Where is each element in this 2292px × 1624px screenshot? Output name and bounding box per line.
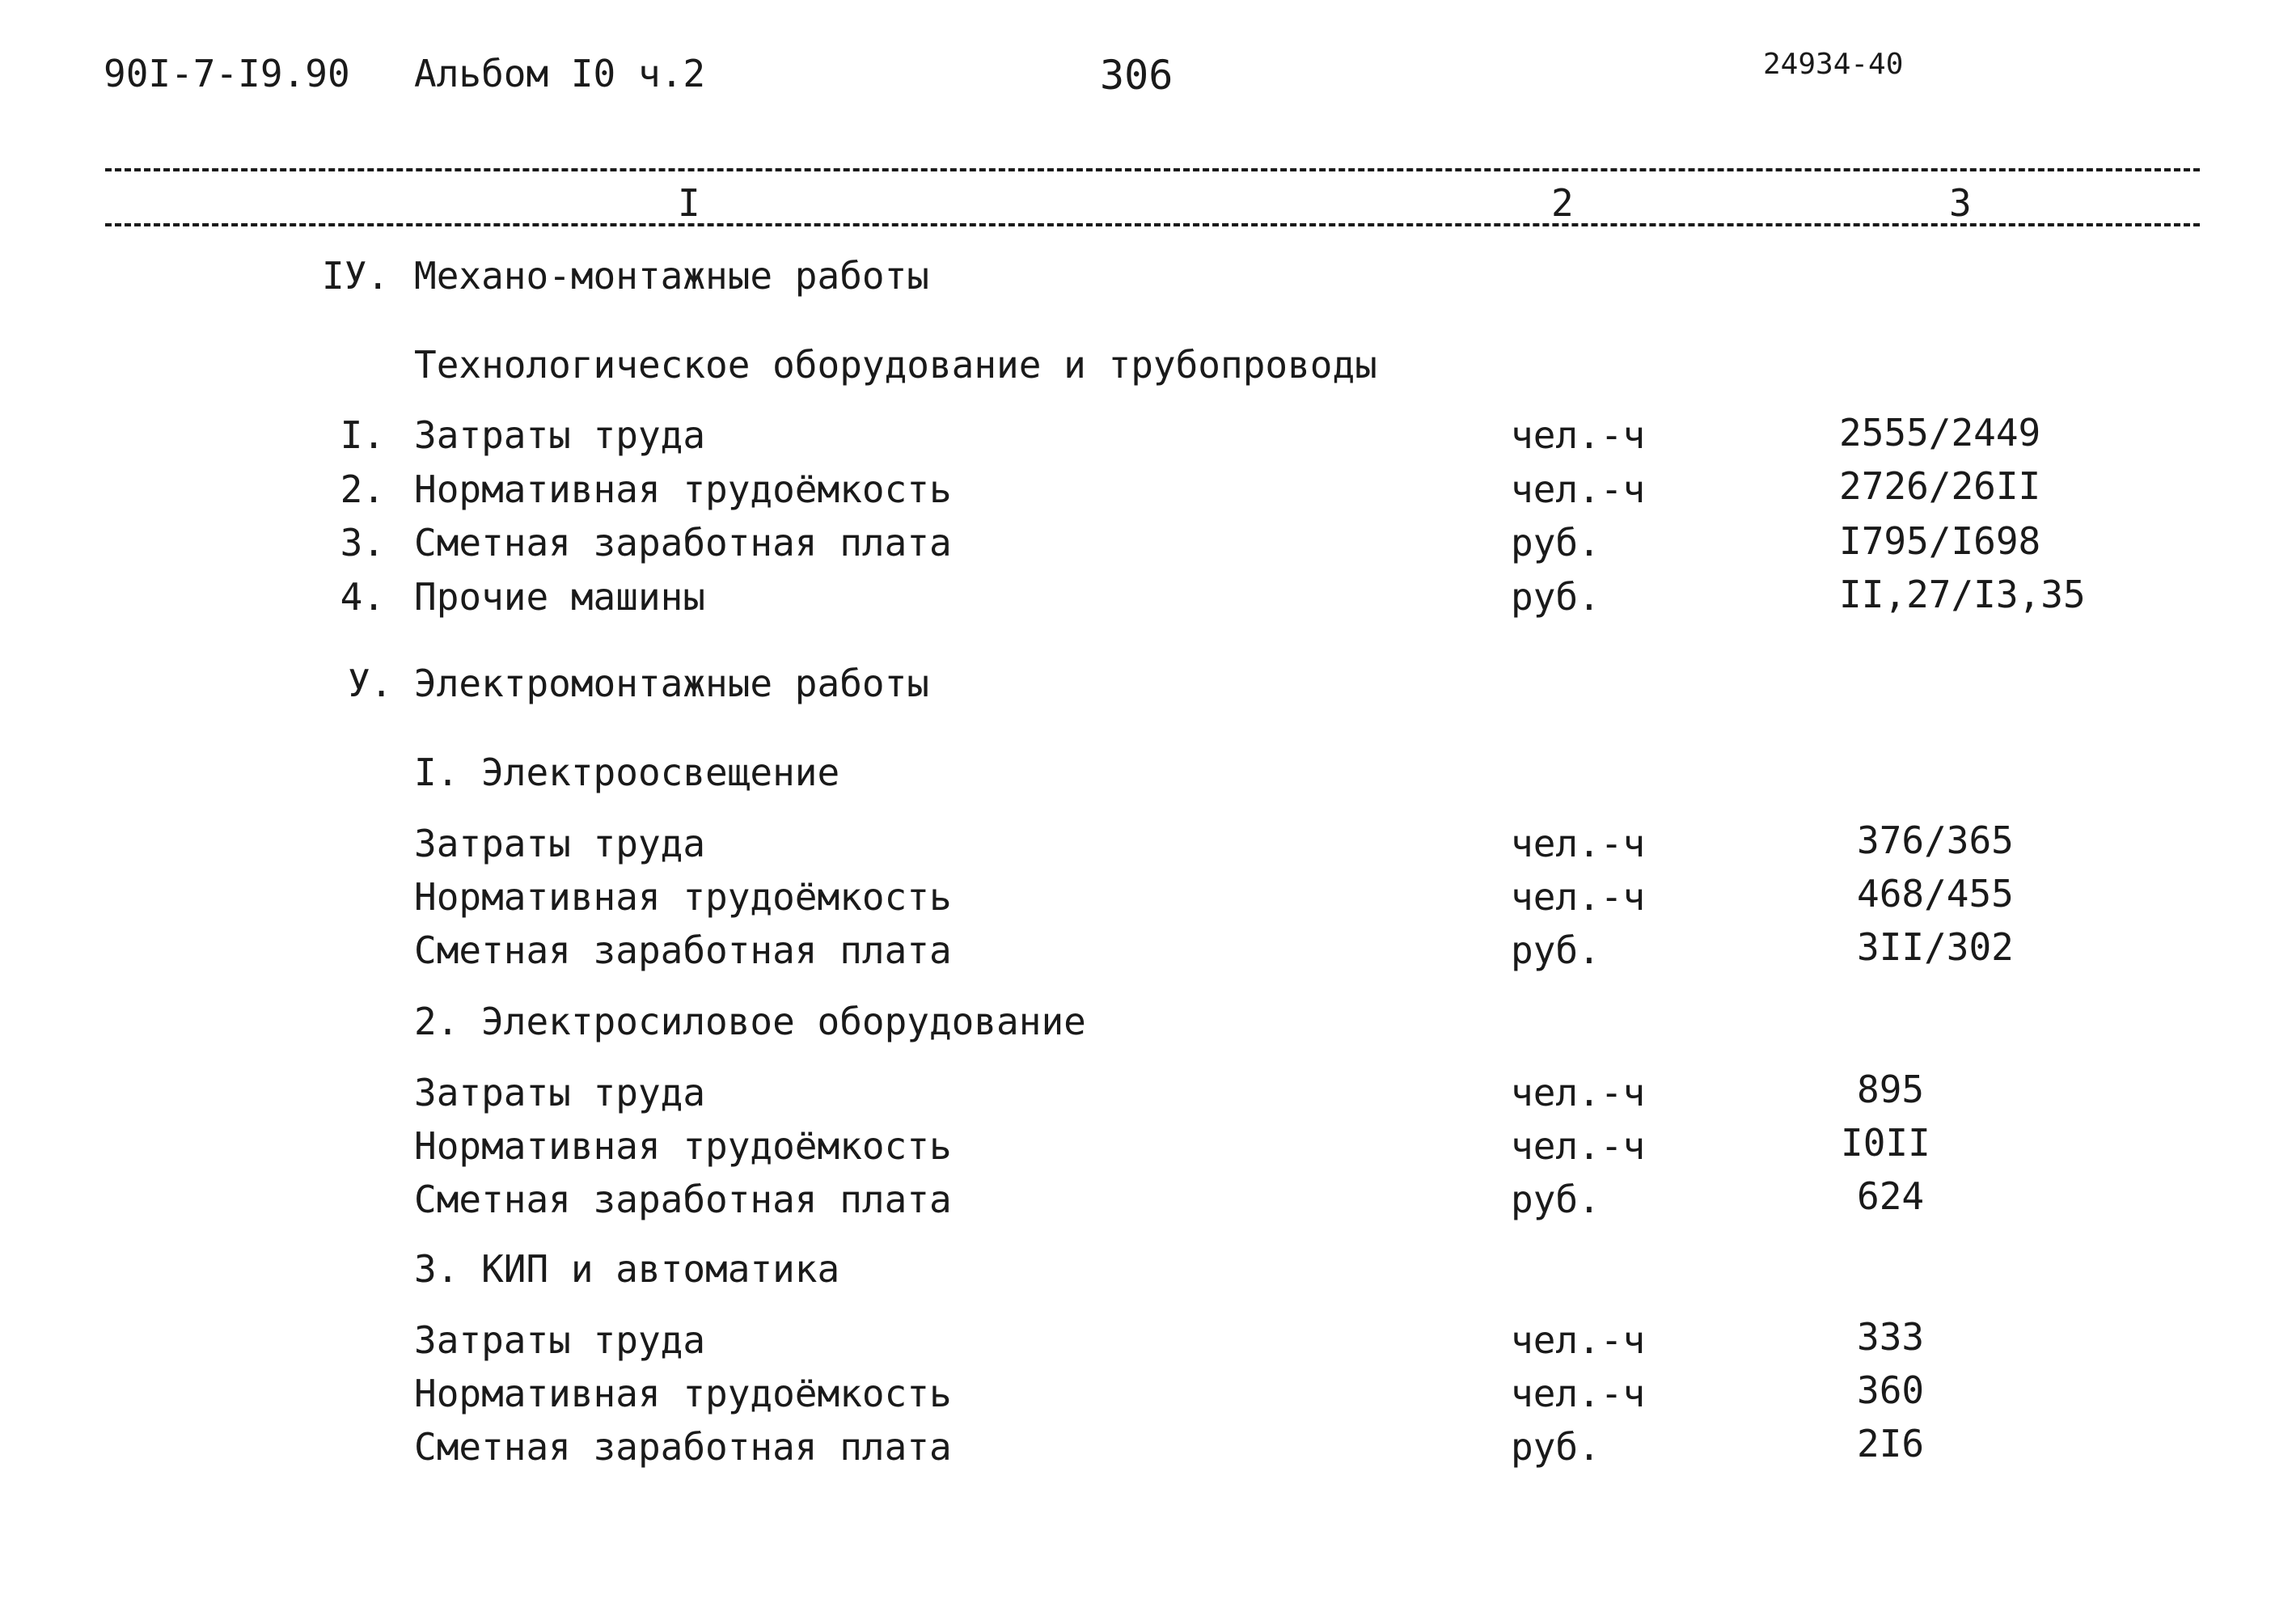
row-value: 360 [1857, 1368, 1925, 1412]
section-v-title: Электромонтажные работы [414, 662, 929, 705]
row-value: 2I6 [1857, 1422, 1925, 1465]
row-value: 2726/26II [1839, 464, 2041, 508]
group-title: I. Электроосвещение [414, 751, 840, 794]
row-unit: чел.-ч [1511, 1071, 1646, 1114]
row-label: Затраты труда [414, 1071, 706, 1114]
row-value: 3II/302 [1857, 925, 2014, 969]
row-label: Затраты труда [414, 822, 706, 865]
row-number: I. [340, 413, 385, 457]
row-label: Сметная заработная плата [414, 1425, 952, 1469]
row-unit: чел.-ч [1511, 1318, 1646, 1362]
row-unit: чел.-ч [1511, 875, 1646, 919]
row-unit: руб. [1511, 1425, 1601, 1469]
bottom-dashed-rule [105, 223, 2200, 226]
row-label: Нормативная трудоёмкость [414, 875, 952, 919]
row-label: Сметная заработная плата [414, 928, 952, 972]
row-unit: чел.-ч [1511, 1124, 1646, 1168]
row-value: 895 [1857, 1068, 1925, 1111]
row-label: Нормативная трудоёмкость [414, 1124, 952, 1168]
row-label: Затраты труда [414, 413, 706, 457]
section-iv-title: Механо-монтажные работы [414, 254, 929, 298]
row-value: 468/455 [1857, 872, 2014, 916]
row-unit: чел.-ч [1511, 467, 1646, 511]
row-unit: руб. [1511, 575, 1601, 619]
row-label: Затраты труда [414, 1318, 706, 1362]
row-unit: руб. [1511, 1178, 1601, 1221]
group-title: 3. КИП и автоматика [414, 1247, 840, 1291]
row-value: 624 [1857, 1174, 1925, 1218]
section-iv-number: IУ. [322, 254, 390, 298]
page-number: 306 [1100, 52, 1173, 99]
row-value: II,27/I3,35 [1839, 573, 2086, 616]
archive-stamp: 24934-40 [1763, 48, 1904, 81]
row-value: 2555/2449 [1839, 411, 2041, 455]
row-value: I795/I698 [1839, 519, 2041, 563]
row-value: I0II [1841, 1121, 1930, 1165]
section-v-number: У. [348, 662, 393, 705]
row-value: 376/365 [1857, 818, 2014, 862]
row-unit: руб. [1511, 928, 1601, 972]
row-unit: чел.-ч [1511, 413, 1646, 457]
column-number-3: 3 [1949, 181, 1972, 225]
row-unit: чел.-ч [1511, 822, 1646, 865]
row-label: Сметная заработная плата [414, 521, 952, 565]
column-number-2: 2 [1551, 181, 1574, 225]
document-code: 90I-7-I9.90 [104, 52, 350, 95]
row-label: Прочие машины [414, 575, 706, 619]
album-label: Альбом I0 ч.2 [414, 52, 706, 95]
row-label: Нормативная трудоёмкость [414, 467, 952, 511]
row-unit: руб. [1511, 521, 1601, 565]
row-number: 3. [340, 521, 385, 565]
row-label: Сметная заработная плата [414, 1178, 952, 1221]
section-iv-subtitle: Технологическое оборудование и трубопроводы [414, 343, 1377, 387]
row-number: 4. [340, 575, 385, 619]
row-value: 333 [1857, 1315, 1925, 1359]
row-unit: чел.-ч [1511, 1372, 1646, 1415]
group-title: 2. Электросиловое оборудование [414, 1000, 1086, 1043]
row-number: 2. [340, 467, 385, 511]
row-label: Нормативная трудоёмкость [414, 1372, 952, 1415]
top-dashed-rule [105, 168, 2200, 171]
column-number-1: I [678, 181, 700, 225]
